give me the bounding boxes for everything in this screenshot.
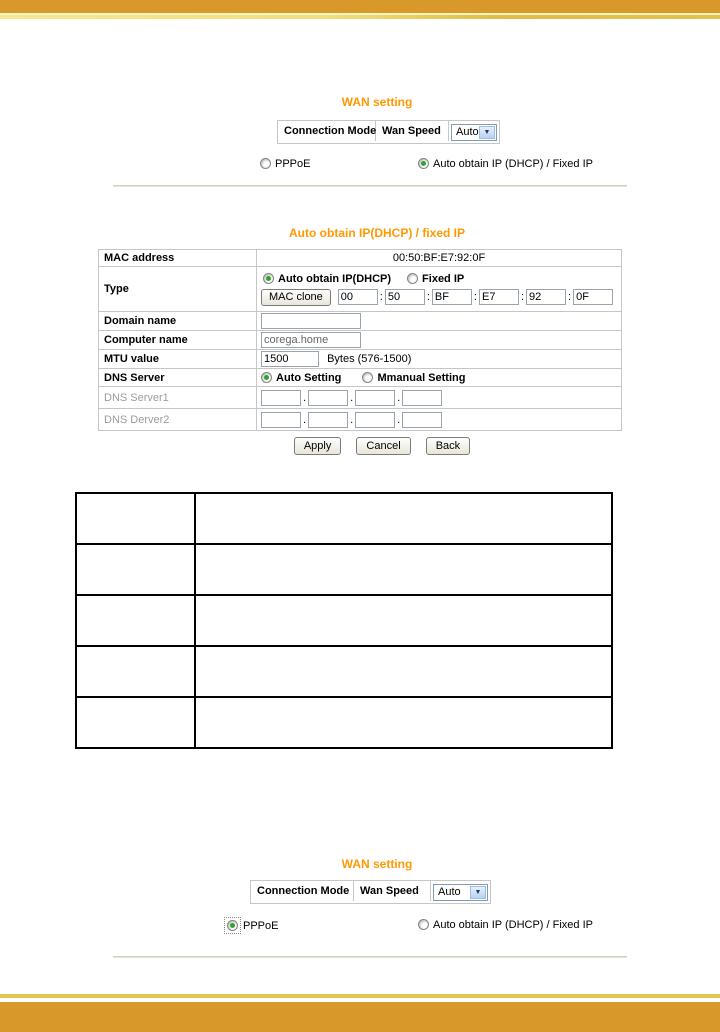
apply-button[interactable]: Apply: [294, 437, 342, 455]
ip-separator: .: [350, 391, 354, 404]
form-actions: [22, 437, 720, 455]
dns-server1-inputs: [261, 390, 617, 406]
wan-speed-selected-value: Auto: [438, 886, 461, 898]
divider-top: [113, 185, 627, 187]
dns1-octet-input[interactable]: [308, 390, 348, 406]
mac-clone-row: [261, 289, 617, 306]
header-gold-line: [0, 15, 720, 19]
ip-separator: .: [303, 413, 307, 426]
radio-dhcp-top[interactable]: [418, 158, 593, 170]
notes-cell: [195, 595, 612, 646]
radio-pppoe-top[interactable]: [260, 158, 310, 170]
focus-outline: [224, 917, 241, 934]
wan-speed-cell: [431, 881, 490, 903]
radio-selected-icon[interactable]: [227, 920, 238, 931]
table-row: [76, 493, 612, 544]
mac-octet-input[interactable]: [479, 289, 519, 305]
ip-separator: .: [303, 391, 307, 404]
fixed-ip-radio-label[interactable]: Fixed IP: [422, 272, 465, 285]
wan-setting-title-bottom: WAN setting: [341, 857, 413, 871]
wan-speed-header: Wan Speed: [354, 881, 431, 901]
dns-server-label: DNS Server: [99, 369, 257, 387]
table-row-dns-server: [99, 369, 622, 387]
mtu-input[interactable]: [261, 351, 319, 367]
dns-server2-inputs: [261, 412, 617, 428]
radio-selected-icon[interactable]: [261, 372, 272, 383]
connection-mode-header: Connection Mode: [278, 121, 376, 141]
mac-separator: :: [473, 291, 477, 303]
dhcp-form-table: [98, 249, 622, 431]
wan-speed-selected-value: Auto: [456, 126, 479, 138]
mac-octet-input[interactable]: [573, 289, 613, 305]
radio-unselected-icon[interactable]: [260, 158, 271, 169]
radio-dhcp-bottom-label: Auto obtain IP (DHCP) / Fixed IP: [433, 919, 593, 931]
mac-separator: :: [426, 291, 430, 303]
table-row: [76, 646, 612, 697]
mac-octet-input[interactable]: [526, 289, 566, 305]
notes-cell: [195, 646, 612, 697]
mtu-label: MTU value: [99, 350, 257, 369]
notes-cell: [195, 544, 612, 595]
table-row-type: [99, 267, 622, 312]
radio-unselected-icon[interactable]: [418, 919, 429, 930]
dns2-octet-input[interactable]: [308, 412, 348, 428]
dns2-octet-input[interactable]: [261, 412, 301, 428]
wan-speed-header: Wan Speed: [376, 121, 449, 141]
notes-cell: [76, 493, 195, 544]
mac-separator: :: [520, 291, 525, 303]
domain-name-label: Domain name: [99, 312, 257, 331]
radio-dhcp-top-label: Auto obtain IP (DHCP) / Fixed IP: [433, 158, 593, 170]
domain-name-input[interactable]: [261, 313, 361, 329]
dns1-octet-input[interactable]: [355, 390, 395, 406]
divider-bottom: [113, 956, 627, 958]
notes-cell: [76, 646, 195, 697]
mtu-cell: [257, 350, 622, 369]
wan-speed-select-top[interactable]: [451, 124, 497, 141]
notes-table: [75, 492, 613, 749]
dns-server-cell: [257, 369, 622, 387]
table-row-mac-address: [99, 250, 622, 267]
type-value-cell: [257, 267, 622, 312]
dns-server2-cell: [257, 409, 622, 431]
radio-unselected-icon[interactable]: [362, 372, 373, 383]
computer-name-cell: [257, 331, 622, 350]
table-row-dns-server2: [99, 409, 622, 431]
ip-separator: .: [397, 391, 401, 404]
footer-bar: [0, 1002, 720, 1032]
mac-octet-input[interactable]: [385, 289, 425, 305]
mac-clone-button[interactable]: MAC clone: [261, 289, 331, 306]
chevron-down-icon[interactable]: ▼: [479, 126, 495, 139]
dns2-octet-input[interactable]: [402, 412, 442, 428]
table-row-mtu: [99, 350, 622, 369]
table-row-computer-name: [99, 331, 622, 350]
dhcp-form-title: Auto obtain IP(DHCP) / fixed IP: [289, 226, 465, 240]
mac-address-value: 00:50:BF:E7:92:0F: [257, 250, 622, 267]
dns-auto-radio-label[interactable]: Auto Setting: [276, 371, 342, 384]
chevron-down-icon[interactable]: ▼: [470, 886, 486, 899]
mtu-hint: Bytes (576-1500): [327, 353, 412, 365]
radio-unselected-icon[interactable]: [407, 273, 418, 284]
radio-selected-icon[interactable]: [263, 273, 274, 284]
ip-separator: .: [397, 413, 401, 426]
notes-cell: [76, 697, 195, 748]
domain-name-cell: [257, 312, 622, 331]
dns1-octet-input[interactable]: [261, 390, 301, 406]
wan-setting-title-top: WAN setting: [341, 95, 413, 109]
mac-address-label: MAC address: [99, 250, 257, 267]
mac-octet-input[interactable]: [432, 289, 472, 305]
wan-speed-cell: [449, 121, 499, 143]
mac-separator: :: [379, 291, 383, 303]
radio-dhcp-bottom[interactable]: [418, 919, 593, 931]
back-button[interactable]: Back: [426, 437, 470, 455]
notes-cell: [195, 493, 612, 544]
dns2-octet-input[interactable]: [355, 412, 395, 428]
connection-mode-header: Connection Mode: [251, 881, 354, 901]
cancel-button[interactable]: Cancel: [356, 437, 410, 455]
notes-cell: [195, 697, 612, 748]
radio-pppoe-top-label: PPPoE: [275, 158, 311, 170]
auto-obtain-radio-label[interactable]: Auto obtain IP(DHCP): [278, 272, 392, 285]
ip-separator: .: [350, 413, 354, 426]
radio-pppoe-bottom-label: PPPoE: [243, 920, 279, 932]
wan-speed-select-bottom[interactable]: [433, 884, 488, 901]
header-bar: [0, 0, 720, 13]
type-label: Type: [99, 267, 257, 312]
dns-server1-cell: [257, 387, 622, 409]
radio-pppoe-bottom[interactable]: [224, 917, 278, 934]
dns-server1-label: DNS Server1: [99, 387, 257, 409]
mac-separator: :: [568, 291, 572, 303]
table-row-dns-server1: [99, 387, 622, 409]
table-row: [76, 697, 612, 748]
mac-octet-input[interactable]: [338, 289, 378, 305]
table-row-domain-name: [99, 312, 622, 331]
connection-mode-table-top: [277, 120, 500, 144]
table-row: [76, 544, 612, 595]
dns1-octet-input[interactable]: [402, 390, 442, 406]
connection-mode-table-bottom: [250, 880, 491, 904]
table-row: [76, 595, 612, 646]
notes-cell: [76, 595, 195, 646]
notes-cell: [76, 544, 195, 595]
dns-manual-radio-label[interactable]: Mmanual Setting: [377, 371, 466, 384]
computer-name-label: Computer name: [99, 331, 257, 350]
computer-name-input[interactable]: [261, 332, 361, 348]
type-radio-row: [263, 273, 617, 285]
radio-selected-icon[interactable]: [418, 158, 429, 169]
dns-server2-label: DNS Derver2: [99, 409, 257, 431]
